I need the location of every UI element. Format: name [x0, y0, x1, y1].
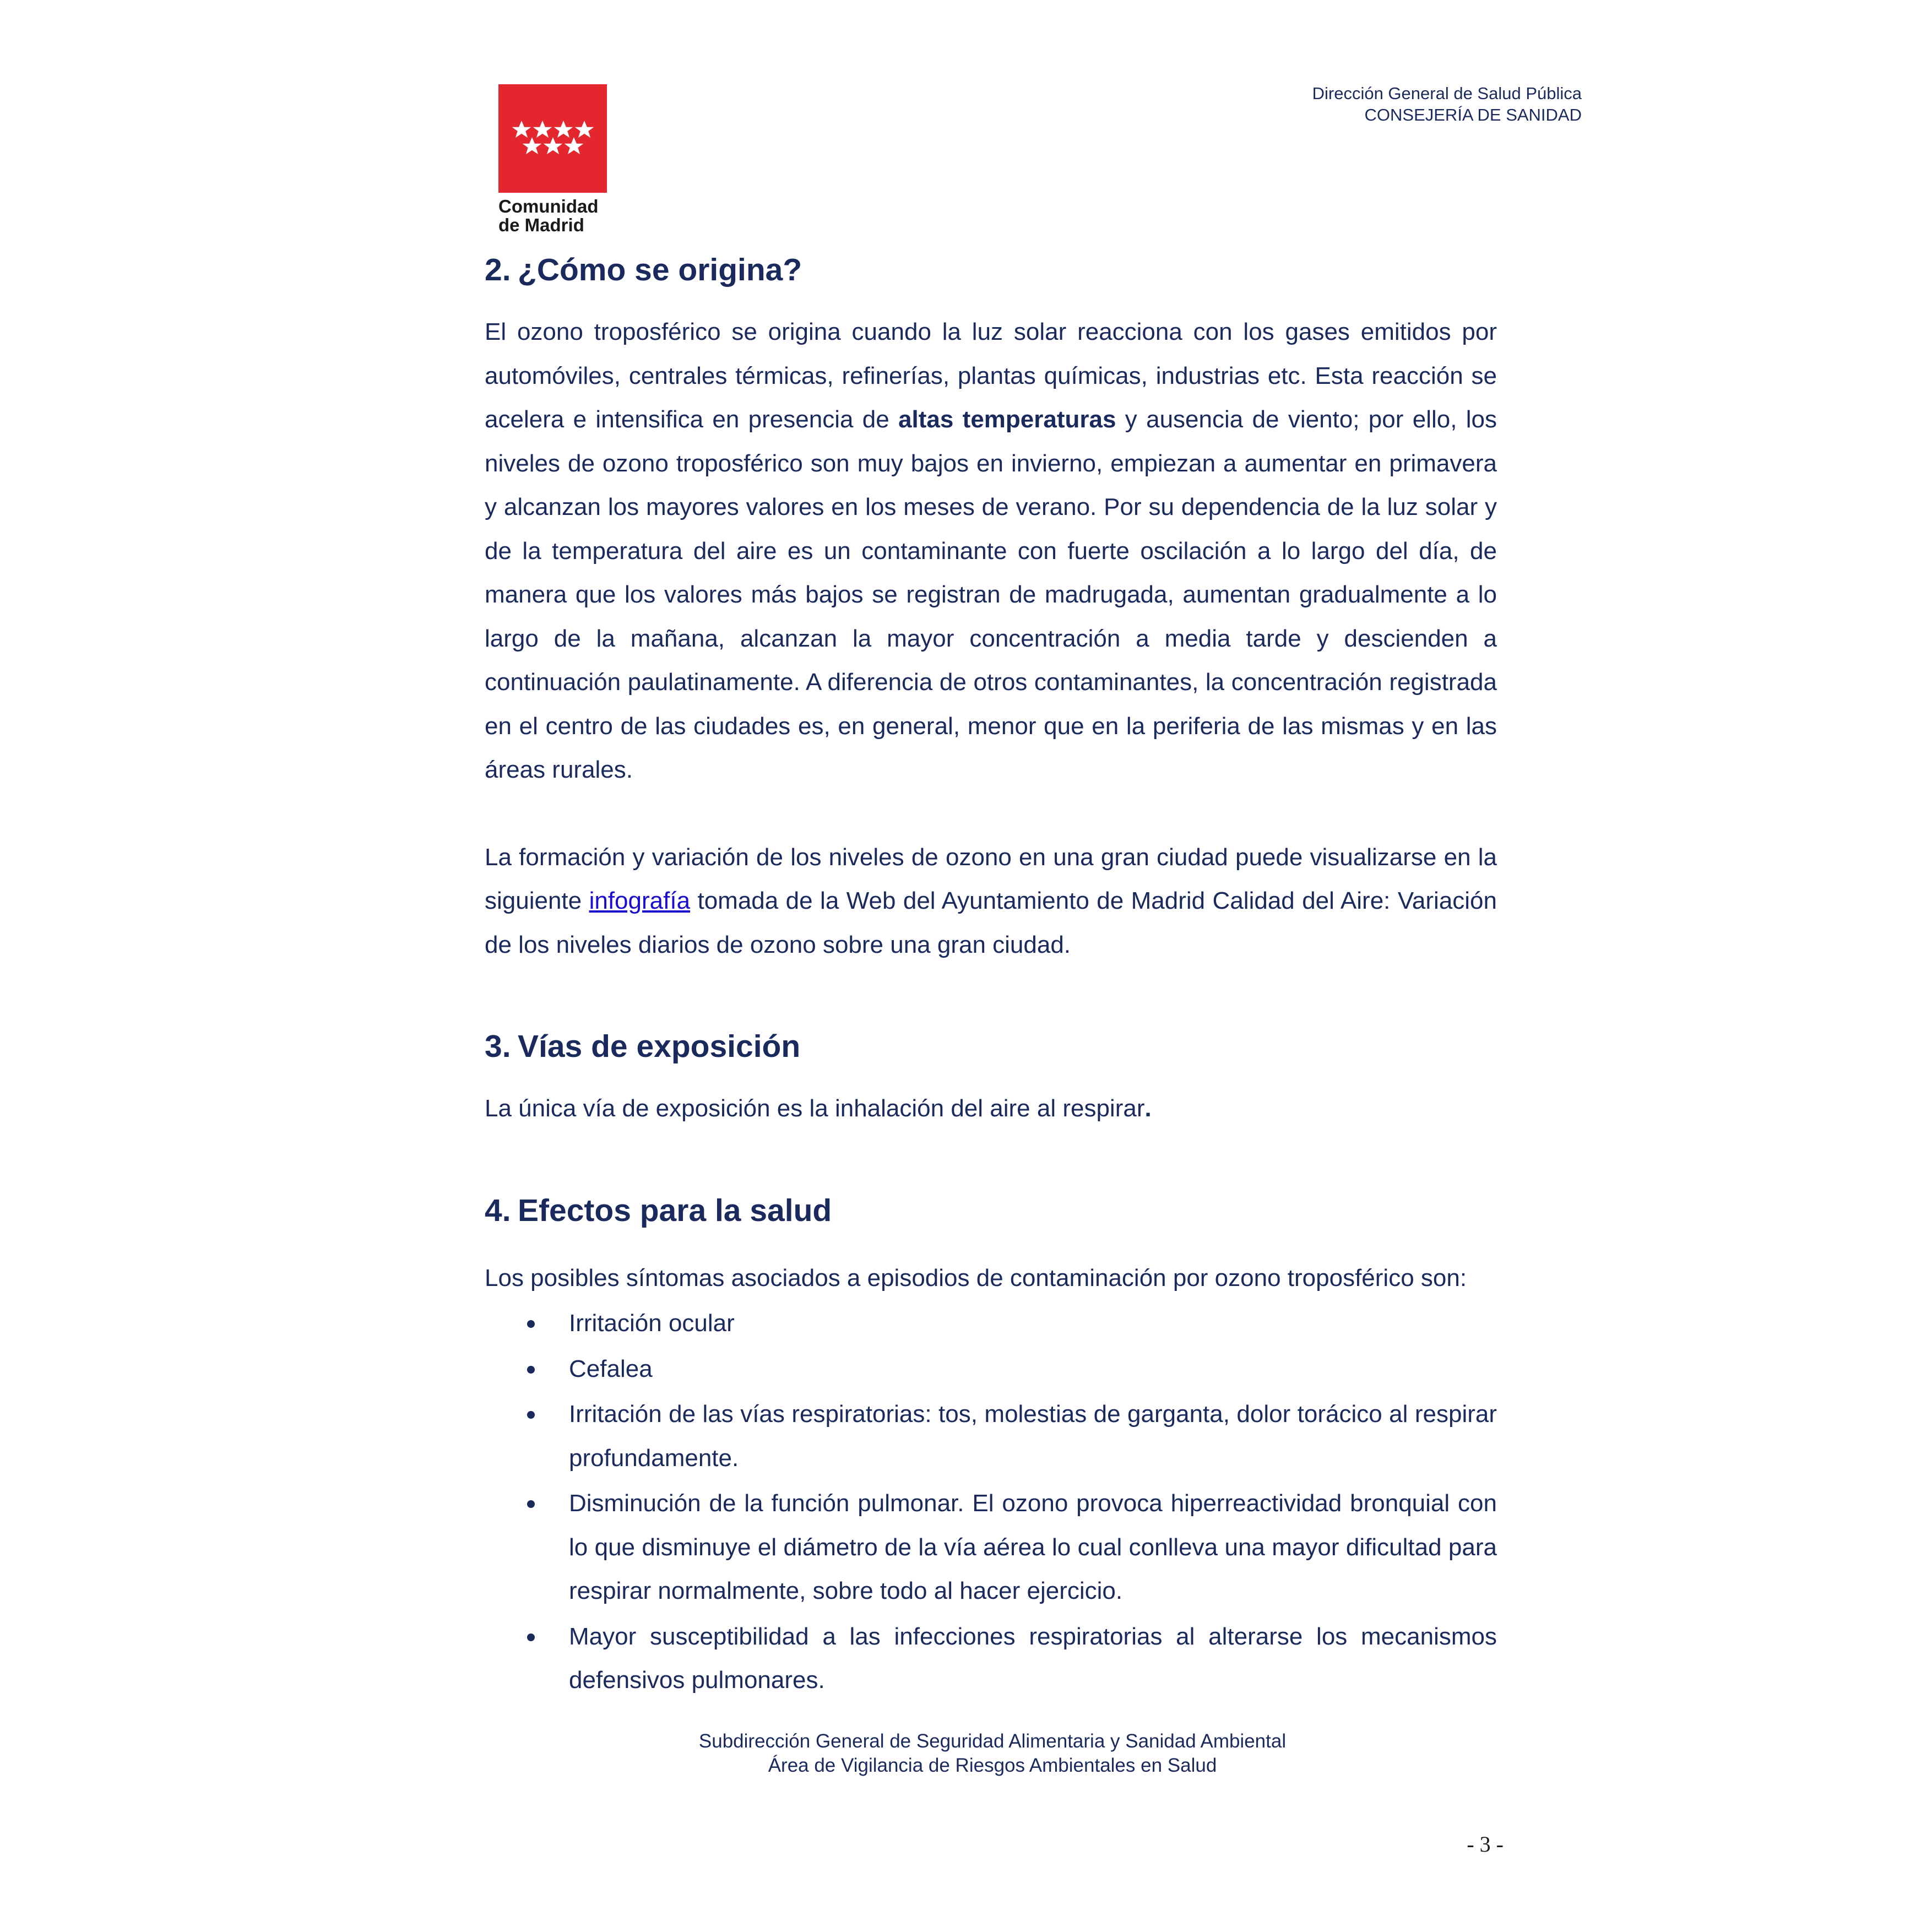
header-organization [1312, 83, 1582, 126]
header-org-line-1: Dirección General de Salud Pública [1312, 84, 1582, 103]
section-4-intro: Los posibles síntomas asociados a episodios de contaminación por ozono troposférico son: [485, 1264, 1467, 1291]
infografia-link[interactable]: infografía [589, 887, 691, 914]
seven-stars-icon [498, 84, 607, 193]
section-3-p1-text: La única vía de exposición es la inhalación del aire al respirar [485, 1095, 1145, 1122]
logo-line-1: Comunidad [498, 196, 599, 216]
section-2-paragraph-1 [485, 310, 1497, 792]
list-item-text: Cefalea [569, 1355, 653, 1382]
section-2-p2-text-a: La formación y variación de los niveles de ozono en una gran ciudad puede visualizarse en la siguiente [485, 843, 1497, 914]
bullet-icon [527, 1500, 535, 1508]
bullet-icon [527, 1320, 535, 1328]
section-2-number: 2. [485, 252, 511, 287]
footer-line-2: Área de Vigilancia de Riesgos Ambientales en Salud [768, 1755, 1217, 1776]
section-4-title: Efectos para la salud [518, 1192, 832, 1228]
section-3-paragraph [485, 1087, 1497, 1131]
footer-line-1: Subdirección General de Seguridad Alimentaria y Sanidad Ambiental [698, 1730, 1287, 1752]
list-item-text: Irritación de las vías respiratorias: tos, molestias de garganta, dolor torácico al respirar profundamente. [569, 1401, 1497, 1472]
page-number: - 3 - [1467, 1832, 1504, 1857]
comunidad-madrid-logo [498, 84, 609, 235]
section-2-p1-text-b: y ausencia de viento; por ello, los niveles de ozono troposférico son muy bajos en invierno, empiezan a aumentar en primavera y alcanzan los mayores valores en los meses de verano. Por su dependencia de la luz solar y de la temperatura del aire es un contaminante con fuerte oscilación a lo largo del día, de manera que los valores más bajos se registran de madrugada, aumentan gradualmente a lo largo de la mañana, alcanzan la mayor concentración a media tarde y descienden a continuación paulatinamente. A diferencia de otros contaminantes, la concentración registrada en el centro de las ciudades es, en general, menor que en la periferia de las mismas y en las áreas rurales. [485, 406, 1497, 783]
section-2-paragraph-2 [485, 835, 1497, 967]
list-item [485, 1301, 1497, 1345]
section-3-title: Vías de exposición [518, 1029, 801, 1064]
section-3-p1-end: . [1144, 1095, 1152, 1122]
logo-wordmark [498, 197, 609, 235]
list-item-text: Disminución de la función pulmonar. El ozono provoca hiperreactividad bronquial con lo que disminuye el diámetro de la vía aérea lo cual conlleva una mayor dificultad para respirar normalmente, sobre todo al hacer ejercicio. [569, 1490, 1497, 1604]
section-3-heading [485, 1027, 1497, 1066]
bullet-icon [527, 1633, 535, 1641]
header-org-line-2: CONSEJERÍA DE SANIDAD [1364, 105, 1582, 124]
section-2-p2-text-b: tomada de la Web del Ayuntamiento de Madrid Calidad del Aire: Variación de los niveles diarios de ozono sobre una gran ciudad. [485, 887, 1497, 958]
symptoms-list [485, 1301, 1497, 1702]
section-2-p1-text-a: El ozono troposférico se origina cuando la luz solar reacciona con los gases emitidos por automóviles, centrales térmicas, refinerías, plantas químicas, industrias etc. Esta reacción se acelera e intensifica en presencia de [485, 318, 1497, 433]
bullet-icon [527, 1411, 535, 1419]
list-item-text: Irritación ocular [569, 1310, 735, 1337]
document-body [485, 251, 1497, 1702]
section-2-title: ¿Cómo se origina? [518, 252, 802, 287]
logo-line-2: de Madrid [498, 215, 584, 235]
section-4-number: 4. [485, 1192, 511, 1228]
section-2-p1-bold: altas temperaturas [898, 406, 1116, 433]
logo-red-square [498, 84, 607, 193]
list-item [485, 1392, 1497, 1480]
page-footer [0, 1729, 1932, 1778]
section-4-heading [485, 1191, 1497, 1230]
list-item [485, 1481, 1497, 1613]
section-2-heading [485, 251, 1497, 289]
list-item-text: Mayor susceptibilidad a las infecciones respiratorias al alterarse los mecanismos defensivos pulmonares. [569, 1622, 1497, 1694]
section-3-number: 3. [485, 1029, 511, 1064]
list-item [485, 1347, 1497, 1391]
bullet-icon [527, 1366, 535, 1374]
list-item [485, 1615, 1497, 1702]
